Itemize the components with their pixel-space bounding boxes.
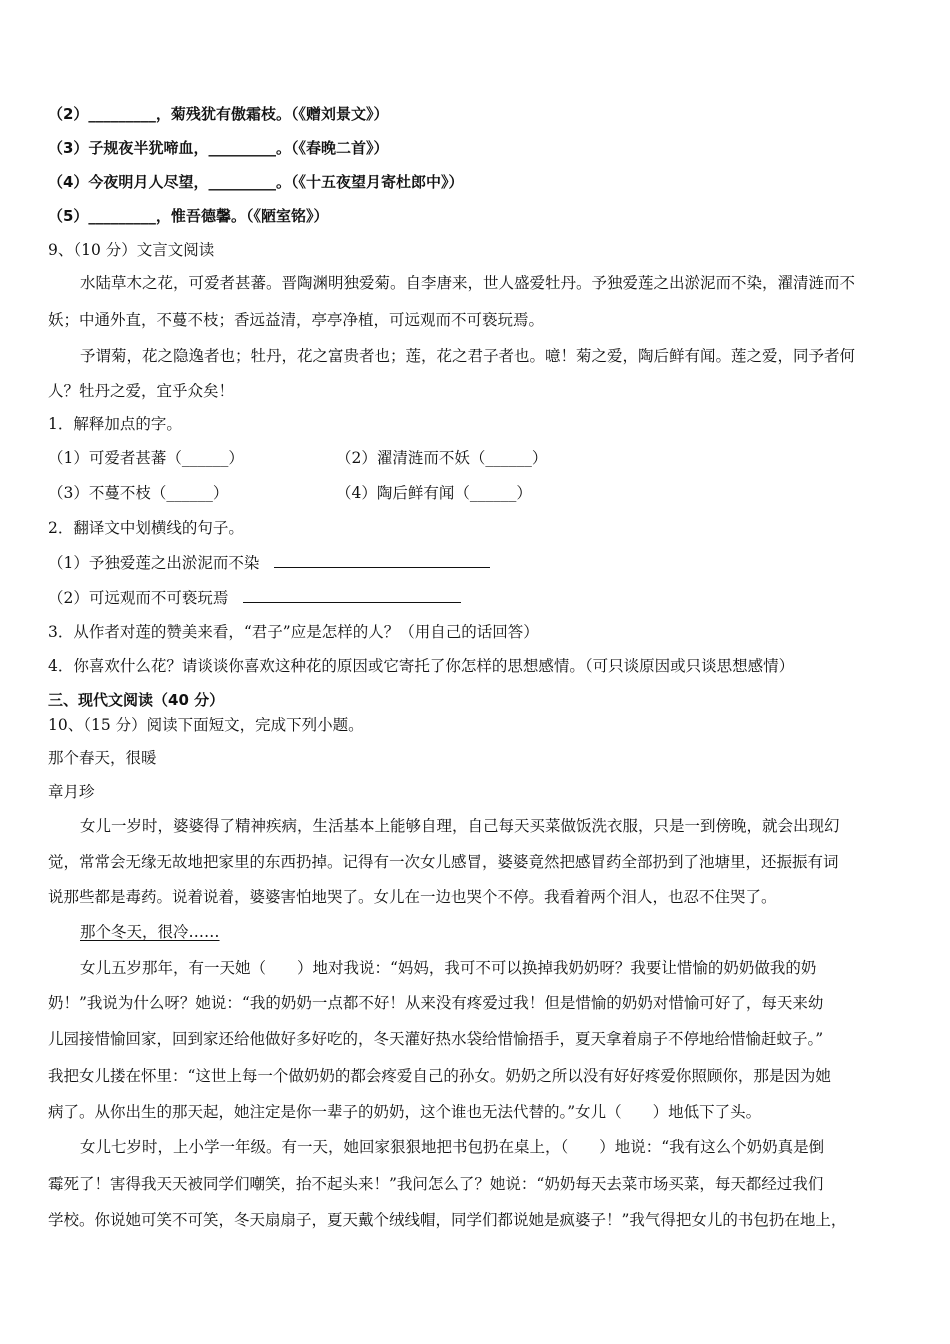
q10-heading: 10、（15 分）阅读下面短文，完成下列小题。 [48, 716, 364, 734]
q9-passage-line: 人？牡丹之爱，宜乎众矣！ [48, 382, 235, 400]
poem-line-3: （3）子规夜半犹啼血，_________。（《春晚二首》） [48, 139, 389, 157]
q9-2-item-1 [48, 553, 490, 573]
story-p2-line: 奶！”我说为什么呀？她说：“我的奶奶一点都不好！从来没有疼爱过我！但是惜愉的奶奶对惜愉可好了，每天来幼 [48, 994, 824, 1012]
q9-3: 3．从作者对莲的赞美来看，“君子”应是怎样的人？（用自己的话回答） [48, 623, 539, 641]
q9-passage-line: 水陆草木之花，可爱者甚蕃。晋陶渊明独爱菊。自李唐来，世人盛爱牡丹。予独爱莲之出淤泥而不染，濯清涟而不 [80, 274, 856, 292]
story-title: 那个春天，很暖 [48, 749, 157, 767]
story-p1-line: 女儿一岁时，婆婆得了精神疾病，生活基本上能够自理，自己每天买菜做饭洗衣服，只是一到傍晚，就会出现幻 [80, 817, 840, 835]
answer-blank[interactable] [274, 553, 490, 568]
answer-blank[interactable] [243, 588, 461, 603]
q9-heading: 9、（10 分）文言文阅读 [48, 241, 215, 259]
story-author: 章月珍 [48, 783, 95, 801]
story-p3-line: 霉死了！害得我天天被同学们嘲笑，抬不起头来！”我问怎么了？她说：“奶奶每天去菜市场买菜，每天都经过我们 [48, 1175, 824, 1193]
story-p3-line: 学校。你说她可笑不可笑，冬天扇扇子，夏天戴个绒线帽，同学们都说她是疯婆子！”我气得把女儿的书包扔在地上， [48, 1211, 847, 1229]
story-subheading: 那个冬天，很冷…… [80, 923, 220, 941]
q9-passage-line: 予谓菊，花之隐逸者也；牡丹，花之富贵者也；莲，花之君子者也。噫！菊之爱，陶后鲜有闻。莲之爱，同予者何 [80, 347, 856, 365]
story-p2-line: 病了。从你出生的那天起，她注定是你一辈子的奶奶，这个谁也无法代替的。”女儿（ ）地低下了头。 [48, 1103, 762, 1121]
q9-4: 4．你喜欢什么花？请谈谈你喜欢这种花的原因或它寄托了你怎样的思想感情。（可只谈原因或只谈思想感情） [48, 657, 795, 675]
q9-1-item-4: （4）陶后鲜有闻（______） [336, 484, 532, 502]
poem-line-2: （2）_________，菊残犹有傲霜枝。（《赠刘景文》） [48, 105, 389, 123]
story-p1-line: 觉，常常会无缘无故地把家里的东西扔掉。记得有一次女儿感冒，婆婆竟然把感冒药全部扔到了池塘里，还振振有词 [48, 853, 839, 871]
q9-2-title: 2．翻译文中划横线的句子。 [48, 519, 244, 537]
q9-1-title: 1．解释加点的字。 [48, 415, 182, 433]
story-p1-line: 说那些都是毒药。说着说着，婆婆害怕地哭了。女儿在一边也哭个不停。我看着两个泪人，也忍不住哭了。 [48, 888, 777, 906]
section-3-heading: 三、现代文阅读（40 分） [48, 691, 225, 709]
q9-1-item-1: （1）可爱者甚蕃（______） [48, 449, 244, 467]
q9-1-item-3: （3）不蔓不枝（______） [48, 484, 229, 502]
story-p2-line: 我把女儿搂在怀里：“这世上每一个做奶奶的都会疼爱自己的孙女。奶奶之所以没有好好疼爱你照顾你，那是因为她 [48, 1067, 831, 1085]
q9-1-item-2: （2）濯清涟而不妖（______） [336, 449, 548, 467]
story-p3-line: 女儿七岁时，上小学一年级。有一天，她回家狠狠地把书包扔在桌上，（ ）地说：“我有这么个奶奶真是倒 [80, 1138, 825, 1156]
q9-2-item-2-text: （2）可远观而不可亵玩焉 [48, 589, 229, 607]
q9-passage-line: 妖；中通外直，不蔓不枝；香远益清，亭亭净植，可远观而不可亵玩焉。 [48, 311, 545, 329]
poem-line-5: （5）_________，惟吾德馨。（《陋室铭》） [48, 207, 329, 225]
q9-2-item-1-text: （1）予独爱莲之出淤泥而不染 [48, 554, 260, 572]
poem-line-4: （4）今夜明月人尽望，_________。（《十五夜望月寄杜郎中》） [48, 173, 464, 191]
q9-2-item-2 [48, 588, 461, 608]
story-p2-line: 女儿五岁那年，有一天她（ ）地对我说：“妈妈，我可不可以换掉我奶奶呀？我要让惜愉的奶奶做我的奶 [80, 959, 817, 977]
story-p2-line: 儿园接惜愉回家，回到家还给他做好多好吃的，冬天灌好热水袋给惜愉捂手，夏天拿着扇子不停地给惜愉赶蚊子。” [48, 1030, 824, 1048]
